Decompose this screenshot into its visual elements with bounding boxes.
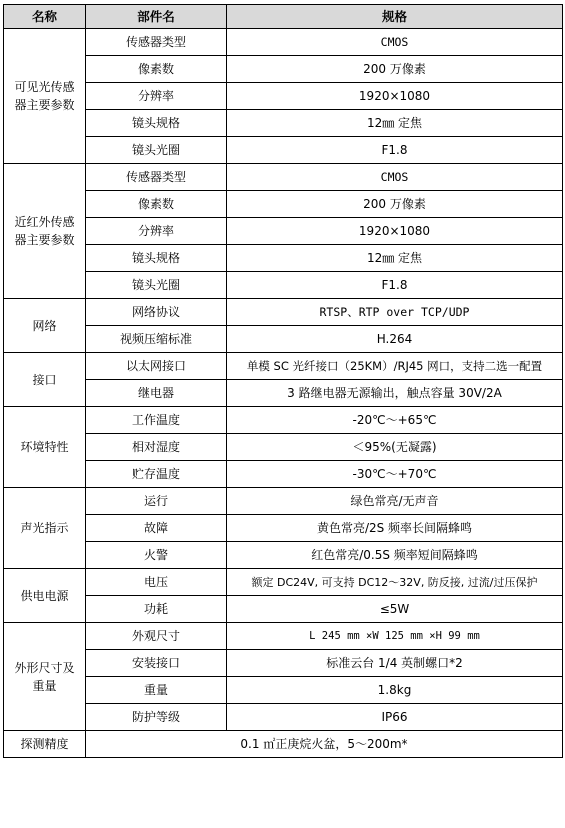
spec-cell: ≤5W — [227, 596, 563, 623]
spec-cell: IP66 — [227, 704, 563, 731]
table-row — [4, 542, 563, 569]
table-row — [4, 110, 563, 137]
spec-cell: 12㎜ 定焦 — [227, 110, 563, 137]
spec-cell: ＜95%(无凝露) — [227, 434, 563, 461]
table-row — [4, 137, 563, 164]
table-row — [4, 434, 563, 461]
table-row — [4, 218, 563, 245]
group-visible-name: 可见光传感器主要参数 — [4, 29, 86, 164]
table-row — [4, 515, 563, 542]
part-cell: 火警 — [86, 542, 227, 569]
part-cell: 运行 — [86, 488, 227, 515]
group-network-name: 网络 — [4, 299, 86, 353]
spec-cell: 黄色常亮/2S 频率长间隔蜂鸣 — [227, 515, 563, 542]
table-row — [4, 164, 563, 191]
part-cell: 分辨率 — [86, 218, 227, 245]
part-cell: 电压 — [86, 569, 227, 596]
table-row — [4, 380, 563, 407]
part-cell: 防护等级 — [86, 704, 227, 731]
header-spec: 规格 — [227, 5, 563, 29]
table-row — [4, 299, 563, 326]
spec-cell: 额定 DC24V, 可支持 DC12～32V, 防反接, 过流/过压保护 — [227, 569, 563, 596]
group-appearance-name: 外形尺寸及重量 — [4, 623, 86, 731]
table-row — [4, 56, 563, 83]
part-cell: 视频压缩标准 — [86, 326, 227, 353]
spec-cell: CMOS — [227, 29, 563, 56]
table-row — [4, 407, 563, 434]
table-row — [4, 245, 563, 272]
part-cell: 传感器类型 — [86, 29, 227, 56]
spec-cell: 红色常亮/0.5S 频率短间隔蜂鸣 — [227, 542, 563, 569]
spec-cell: -30℃～+70℃ — [227, 461, 563, 488]
table-row — [4, 731, 563, 758]
spec-cell: F1.8 — [227, 272, 563, 299]
spec-cell: H.264 — [227, 326, 563, 353]
part-cell: 像素数 — [86, 191, 227, 218]
detection-name: 探测精度 — [4, 731, 86, 758]
spec-cell: 1920×1080 — [227, 83, 563, 110]
part-cell: 镜头光圈 — [86, 137, 227, 164]
table-row — [4, 623, 563, 650]
part-cell: 网络协议 — [86, 299, 227, 326]
part-cell: 以太网接口 — [86, 353, 227, 380]
group-interface-name: 接口 — [4, 353, 86, 407]
part-cell: 传感器类型 — [86, 164, 227, 191]
spec-cell: 12㎜ 定焦 — [227, 245, 563, 272]
part-cell: 分辨率 — [86, 83, 227, 110]
group-power-name: 供电电源 — [4, 569, 86, 623]
spec-cell: -20℃～+65℃ — [227, 407, 563, 434]
group-nir-name: 近红外传感器主要参数 — [4, 164, 86, 299]
spec-cell: CMOS — [227, 164, 563, 191]
part-cell: 像素数 — [86, 56, 227, 83]
table-row — [4, 677, 563, 704]
header-name: 名称 — [4, 5, 86, 29]
table-row — [4, 191, 563, 218]
table-row — [4, 704, 563, 731]
spec-cell: 单模 SC 光纤接口（25KM）/RJ45 网口，支持二选一配置 — [227, 353, 563, 380]
table-row — [4, 488, 563, 515]
spec-cell: L 245 mm ×W 125 mm ×H 99 mm — [227, 623, 563, 650]
spec-cell: 200 万像素 — [227, 56, 563, 83]
header-part: 部件名 — [86, 5, 227, 29]
part-cell: 镜头规格 — [86, 245, 227, 272]
part-cell: 故障 — [86, 515, 227, 542]
header-row — [4, 5, 563, 29]
spec-table — [3, 4, 563, 758]
spec-document — [3, 4, 562, 758]
part-cell: 镜头光圈 — [86, 272, 227, 299]
part-cell: 相对湿度 — [86, 434, 227, 461]
table-row — [4, 650, 563, 677]
table-row — [4, 326, 563, 353]
part-cell: 镜头规格 — [86, 110, 227, 137]
table-row — [4, 272, 563, 299]
spec-cell: 绿色常亮/无声音 — [227, 488, 563, 515]
part-cell: 继电器 — [86, 380, 227, 407]
spec-cell: 200 万像素 — [227, 191, 563, 218]
spec-cell: 3 路继电器无源输出，触点容量 30V/2A — [227, 380, 563, 407]
part-cell: 安装接口 — [86, 650, 227, 677]
table-row — [4, 461, 563, 488]
part-cell: 重量 — [86, 677, 227, 704]
group-indicator-name: 声光指示 — [4, 488, 86, 569]
table-row — [4, 29, 563, 56]
spec-cell: RTSP、RTP over TCP/UDP — [227, 299, 563, 326]
part-cell: 贮存温度 — [86, 461, 227, 488]
part-cell: 工作温度 — [86, 407, 227, 434]
table-row — [4, 353, 563, 380]
table-row — [4, 83, 563, 110]
group-environment-name: 环境特性 — [4, 407, 86, 488]
table-row — [4, 596, 563, 623]
spec-cell: F1.8 — [227, 137, 563, 164]
part-cell: 功耗 — [86, 596, 227, 623]
spec-cell: 1.8kg — [227, 677, 563, 704]
spec-cell: 1920×1080 — [227, 218, 563, 245]
detection-spec: 0.1 ㎡正庚烷火盆，5～200m* — [86, 731, 563, 758]
spec-cell: 标准云台 1/4 英制螺口*2 — [227, 650, 563, 677]
part-cell: 外观尺寸 — [86, 623, 227, 650]
table-row — [4, 569, 563, 596]
